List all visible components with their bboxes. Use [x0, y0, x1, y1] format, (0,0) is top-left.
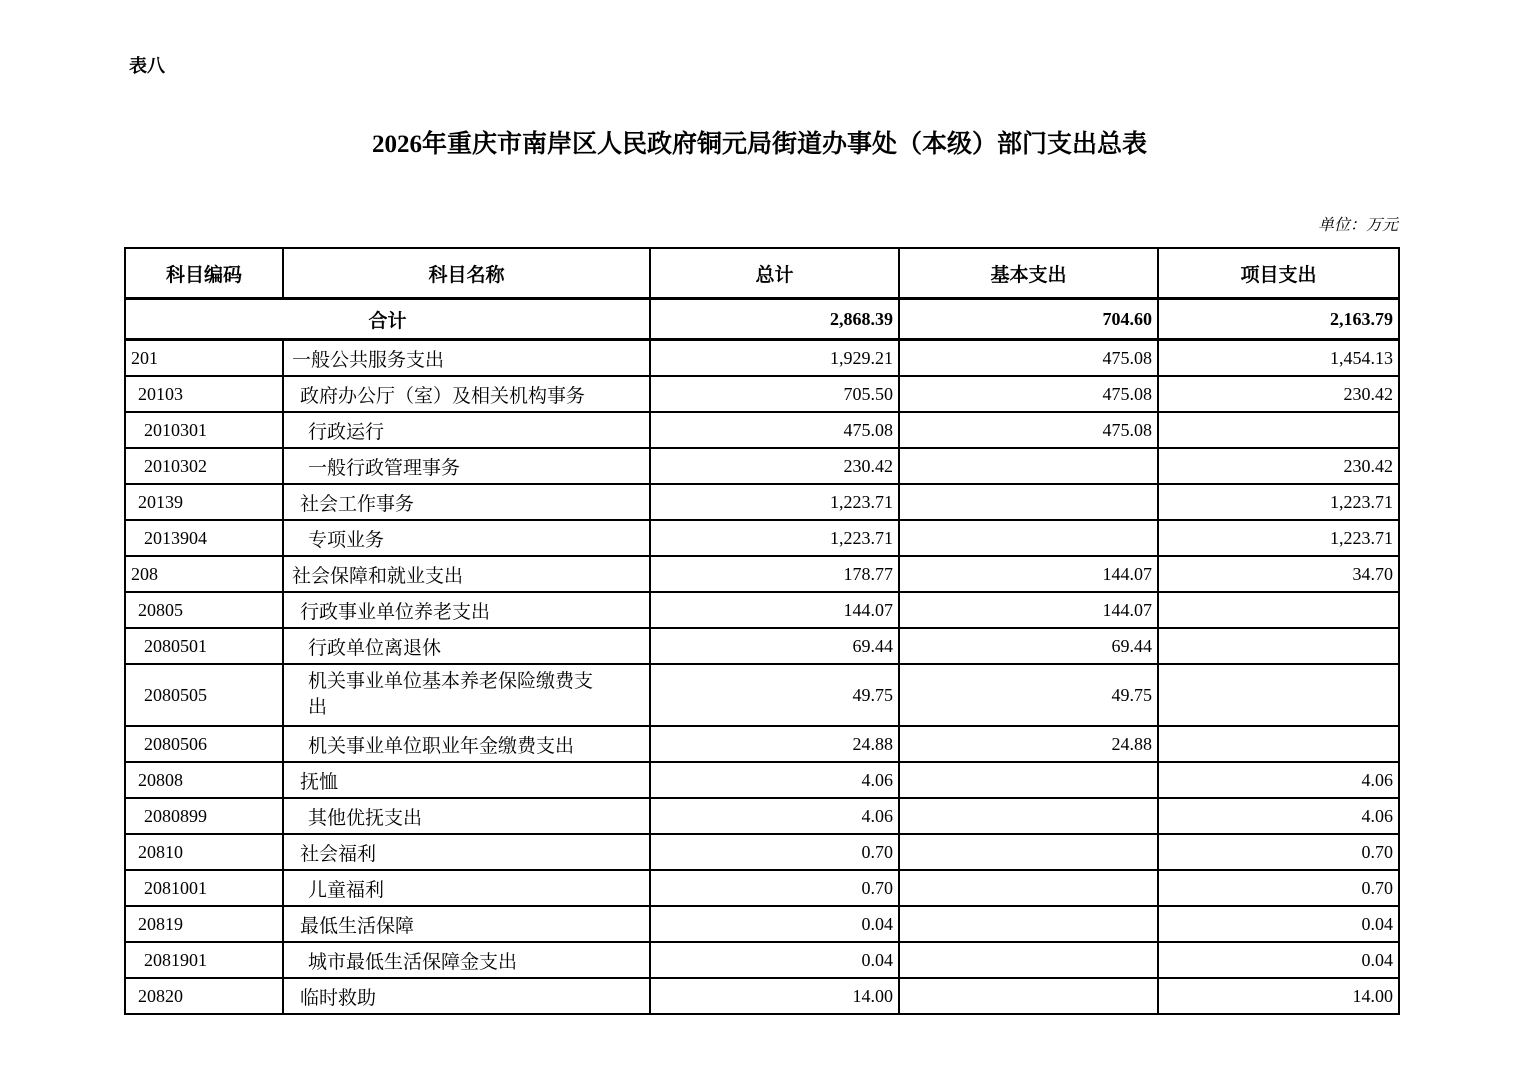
subject-code-cell: 20819	[125, 906, 283, 942]
subject-code-cell: 2081001	[125, 870, 283, 906]
project-expenditure-cell: 34.70	[1158, 556, 1399, 592]
subject-name-cell	[283, 448, 650, 484]
table-row	[125, 628, 1399, 664]
subject-code-cell: 2080505	[125, 664, 283, 726]
total-value-cell: 24.88	[650, 726, 899, 762]
subject-name-cell	[283, 412, 650, 448]
subject-name-cell	[283, 628, 650, 664]
subject-name-text: 行政事业单位养老支出	[300, 601, 491, 623]
table-row	[125, 412, 1399, 448]
project-expenditure-cell: 0.70	[1158, 834, 1399, 870]
total-value-cell: 4.06	[650, 798, 899, 834]
total-row	[125, 299, 1399, 340]
total-value-cell: 0.04	[650, 942, 899, 978]
table-row	[125, 978, 1399, 1014]
basic-expenditure-cell: 475.08	[899, 376, 1158, 412]
project-expenditure-cell: 4.06	[1158, 798, 1399, 834]
table-row	[125, 448, 1399, 484]
table-row	[125, 664, 1399, 726]
subject-name-text: 社会福利	[300, 843, 377, 865]
subject-name-text: 城市最低生活保障金支出	[308, 951, 518, 973]
subject-code-cell: 201	[125, 340, 283, 377]
subject-code-cell: 20103	[125, 376, 283, 412]
project-expenditure-cell: 0.04	[1158, 942, 1399, 978]
table-row	[125, 376, 1399, 412]
basic-expenditure-cell	[899, 906, 1158, 942]
basic-expenditure-cell: 144.07	[899, 592, 1158, 628]
basic-expenditure-cell	[899, 834, 1158, 870]
subject-name-cell	[283, 978, 650, 1014]
project-expenditure-cell: 1,454.13	[1158, 340, 1399, 377]
table-row	[125, 726, 1399, 762]
subject-name-text: 行政单位离退休	[308, 637, 442, 659]
subject-code-cell: 20808	[125, 762, 283, 798]
subject-name-text: 儿童福利	[308, 879, 385, 901]
total-row-total-value: 2,868.39	[650, 299, 899, 340]
subject-name-cell	[283, 484, 650, 520]
total-value-cell: 178.77	[650, 556, 899, 592]
total-value-cell: 4.06	[650, 762, 899, 798]
basic-expenditure-cell	[899, 448, 1158, 484]
subject-name-cell	[283, 340, 650, 377]
project-expenditure-cell: 0.70	[1158, 870, 1399, 906]
table-row	[125, 520, 1399, 556]
subject-name-text: 一般公共服务支出	[292, 349, 445, 371]
table-row	[125, 906, 1399, 942]
project-expenditure-cell: 14.00	[1158, 978, 1399, 1014]
subject-code-cell: 20810	[125, 834, 283, 870]
total-value-cell: 0.70	[650, 870, 899, 906]
basic-expenditure-cell: 475.08	[899, 412, 1158, 448]
subject-name-cell	[283, 798, 650, 834]
table-row	[125, 870, 1399, 906]
total-value-cell: 1,929.21	[650, 340, 899, 377]
subject-code-cell: 2080899	[125, 798, 283, 834]
basic-expenditure-cell: 24.88	[899, 726, 1158, 762]
basic-expenditure-cell: 49.75	[899, 664, 1158, 726]
expenditure-summary-table	[124, 247, 1400, 1015]
subject-code-cell: 2010301	[125, 412, 283, 448]
subject-name-cell	[283, 376, 650, 412]
basic-expenditure-cell	[899, 870, 1158, 906]
project-expenditure-cell: 1,223.71	[1158, 484, 1399, 520]
project-expenditure-cell: 0.04	[1158, 906, 1399, 942]
subject-name-text: 社会工作事务	[300, 493, 415, 515]
table-number-label: 表八	[129, 56, 165, 76]
total-value-cell: 0.70	[650, 834, 899, 870]
total-value-cell: 1,223.71	[650, 484, 899, 520]
total-value-cell: 14.00	[650, 978, 899, 1014]
total-value-cell: 475.08	[650, 412, 899, 448]
table-row	[125, 762, 1399, 798]
table-row	[125, 484, 1399, 520]
subject-name-cell	[283, 520, 650, 556]
total-value-cell: 49.75	[650, 664, 899, 726]
subject-name-cell	[283, 942, 650, 978]
basic-expenditure-cell	[899, 978, 1158, 1014]
project-expenditure-cell	[1158, 726, 1399, 762]
table-row	[125, 592, 1399, 628]
subject-code-cell: 20805	[125, 592, 283, 628]
subject-name-text: 一般行政管理事务	[308, 457, 461, 479]
column-header-subject-code: 科目编码	[125, 248, 283, 299]
column-header-project-expenditure: 项目支出	[1158, 248, 1399, 299]
total-value-cell: 0.04	[650, 906, 899, 942]
subject-name-text: 其他优抚支出	[308, 807, 423, 829]
table-row	[125, 942, 1399, 978]
subject-name-cell	[283, 664, 650, 726]
basic-expenditure-cell: 69.44	[899, 628, 1158, 664]
subject-name-text: 最低生活保障	[300, 915, 415, 937]
basic-expenditure-cell: 144.07	[899, 556, 1158, 592]
column-header-total: 总计	[650, 248, 899, 299]
project-expenditure-cell: 4.06	[1158, 762, 1399, 798]
subject-name-cell	[283, 834, 650, 870]
table-row	[125, 798, 1399, 834]
basic-expenditure-cell	[899, 484, 1158, 520]
total-value-cell: 1,223.71	[650, 520, 899, 556]
total-value-cell: 230.42	[650, 448, 899, 484]
page-title: 2026年重庆市南岸区人民政府铜元局街道办事处（本级）部门支出总表	[371, 131, 1147, 158]
subject-name-text: 社会保障和就业支出	[292, 565, 464, 587]
table-row	[125, 834, 1399, 870]
total-value-cell: 144.07	[650, 592, 899, 628]
basic-expenditure-cell	[899, 520, 1158, 556]
project-expenditure-cell: 230.42	[1158, 448, 1399, 484]
table-row	[125, 556, 1399, 592]
subject-name-cell	[283, 906, 650, 942]
subject-name-cell	[283, 556, 650, 592]
table-body	[125, 299, 1399, 1015]
basic-expenditure-cell	[899, 942, 1158, 978]
subject-code-cell: 2010302	[125, 448, 283, 484]
project-expenditure-cell: 1,223.71	[1158, 520, 1399, 556]
project-expenditure-cell	[1158, 628, 1399, 664]
total-row-basic-value: 704.60	[899, 299, 1158, 340]
subject-name-text: 抚恤	[300, 771, 339, 793]
subject-name-text: 专项业务	[308, 529, 385, 551]
table-header-row	[125, 248, 1399, 299]
subject-code-cell: 20139	[125, 484, 283, 520]
subject-code-cell: 208	[125, 556, 283, 592]
subject-name-text: 机关事业单位基本养老保险缴费支出	[308, 671, 594, 718]
basic-expenditure-cell: 475.08	[899, 340, 1158, 377]
basic-expenditure-cell	[899, 798, 1158, 834]
project-expenditure-cell	[1158, 412, 1399, 448]
total-value-cell: 705.50	[650, 376, 899, 412]
subject-name-cell	[283, 726, 650, 762]
subject-name-cell	[283, 870, 650, 906]
subject-code-cell: 2080501	[125, 628, 283, 664]
subject-name-text: 临时救助	[300, 987, 377, 1009]
subject-name-cell	[283, 592, 650, 628]
subject-name-text: 机关事业单位职业年金缴费支出	[308, 735, 575, 757]
basic-expenditure-cell	[899, 762, 1158, 798]
unit-note: 单位：万元	[1317, 217, 1398, 234]
column-header-basic-expenditure: 基本支出	[899, 248, 1158, 299]
subject-name-cell	[283, 762, 650, 798]
subject-name-text: 政府办公厅（室）及相关机构事务	[300, 385, 586, 407]
subject-code-cell: 2080506	[125, 726, 283, 762]
subject-name-text: 行政运行	[308, 421, 385, 443]
project-expenditure-cell: 230.42	[1158, 376, 1399, 412]
project-expenditure-cell	[1158, 592, 1399, 628]
subject-code-cell: 2013904	[125, 520, 283, 556]
project-expenditure-cell	[1158, 664, 1399, 726]
total-value-cell: 69.44	[650, 628, 899, 664]
column-header-subject-name: 科目名称	[283, 248, 650, 299]
subject-code-cell: 20820	[125, 978, 283, 1014]
table-row	[125, 340, 1399, 377]
total-row-project-value: 2,163.79	[1158, 299, 1399, 340]
subject-code-cell: 2081901	[125, 942, 283, 978]
total-row-label: 合计	[125, 299, 650, 340]
